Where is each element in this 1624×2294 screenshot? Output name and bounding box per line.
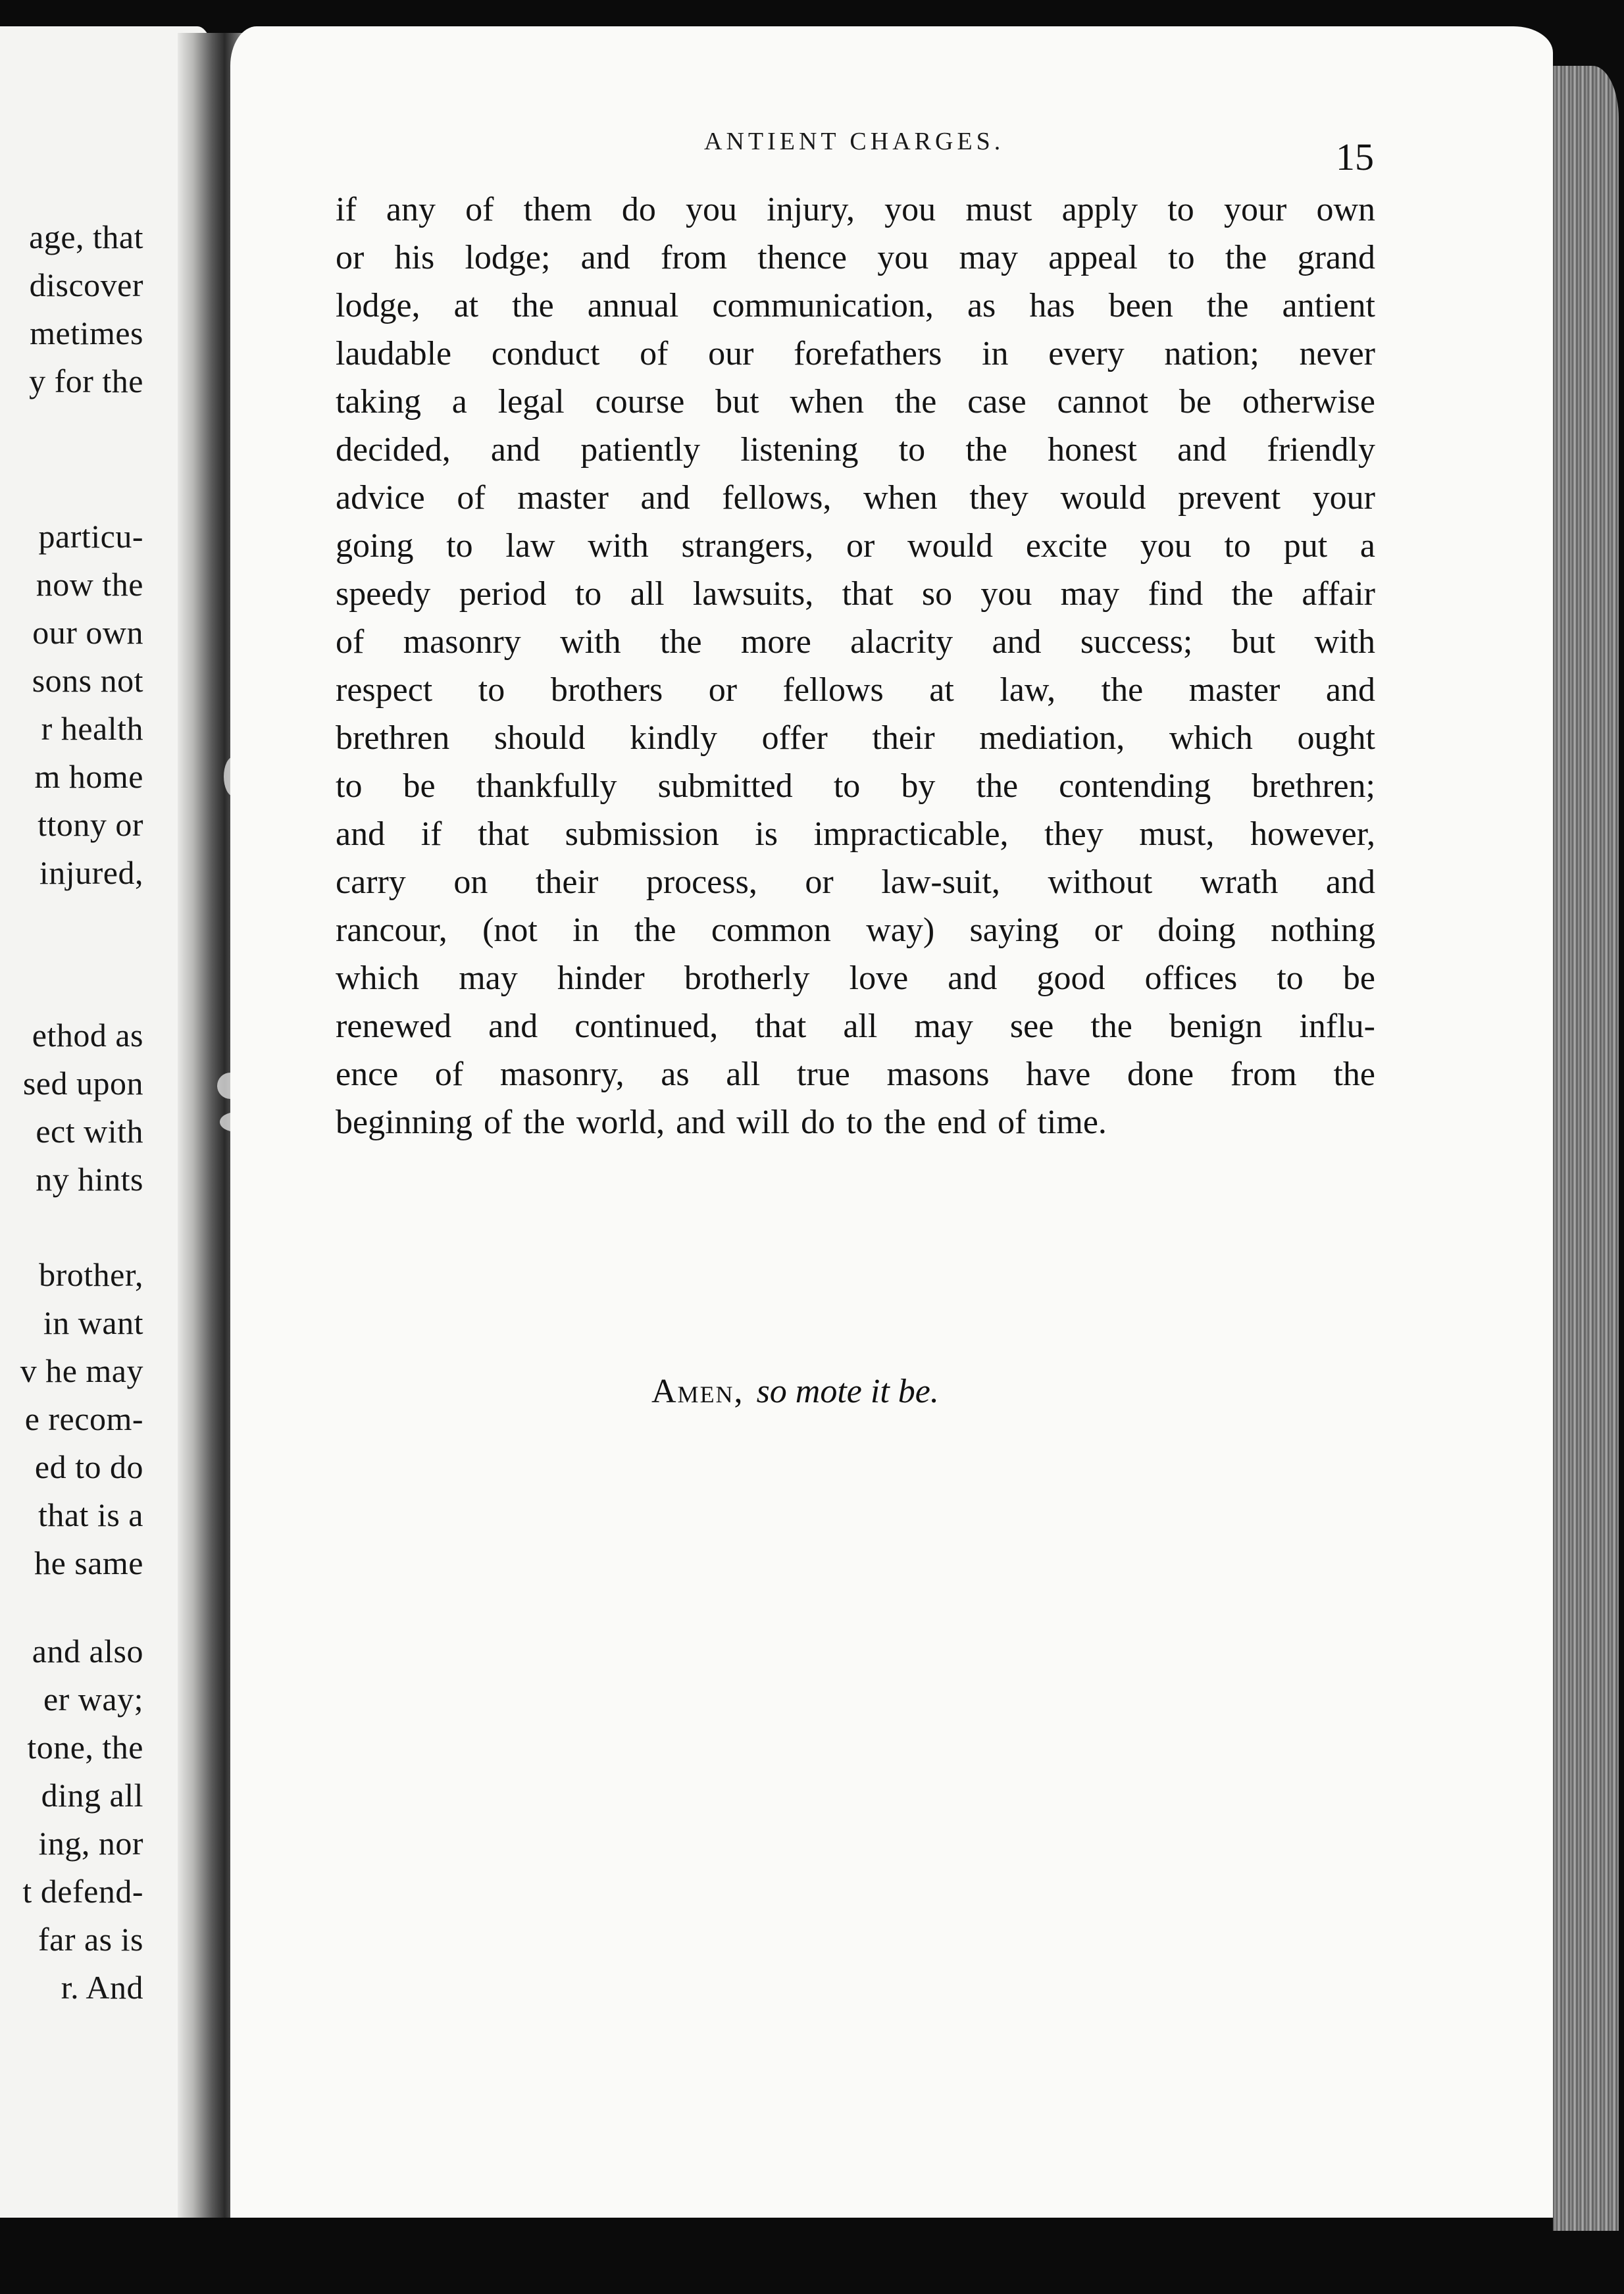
left-page-line: sons not (32, 662, 143, 699)
body-line: and if that submission is impracticable, they must, however, (336, 815, 1375, 853)
body-line: going to law with strangers, or would excite you to put a (336, 527, 1375, 565)
closing-phrase: so mote it be. (756, 1373, 939, 1410)
body-line: rancour, (not in the common way) saying or doing nothing (336, 911, 1375, 949)
left-page-line: in want (43, 1304, 143, 1341)
left-page-line: e recom- (24, 1400, 143, 1437)
left-page-line: discover (29, 267, 143, 303)
body-line: speedy period to all lawsuits, that so you may find the affair (336, 575, 1375, 613)
left-page-line: metimes (30, 315, 143, 351)
body-line: renewed and continued, that all may see the benign influ- (336, 1007, 1375, 1045)
closing-line (651, 1372, 939, 1411)
body-line: carry on their process, or law-suit, without wrath and (336, 863, 1375, 901)
body-line: or his lodge; and from thence you may appeal to the grand (336, 239, 1375, 276)
left-page-line: ing, nor (38, 1825, 143, 1862)
left-page-line: our own (32, 614, 143, 651)
left-page-line: tone, the (27, 1729, 143, 1766)
left-page-line: far as is (38, 1921, 143, 1958)
left-page-line: ect with (36, 1113, 143, 1150)
left-page-line: y for the (29, 363, 143, 399)
left-page-line: age, that (29, 218, 143, 255)
left-page-line: ny hints (36, 1161, 143, 1198)
left-page-line: er way; (43, 1681, 143, 1718)
left-page-line: brother, (39, 1256, 143, 1293)
body-line: advice of master and fellows, when they would prevent your (336, 479, 1375, 517)
body-line: of masonry with the more alacrity and success; but with (336, 623, 1375, 661)
left-page-line: ttony or (38, 806, 143, 843)
left-page-line: ding all (41, 1777, 143, 1814)
left-page-line: now the (36, 566, 143, 603)
page-number: 15 (1336, 136, 1374, 178)
body-line: which may hinder brotherly love and good offices to be (336, 959, 1375, 997)
left-page-line: t defend- (22, 1873, 143, 1910)
body-line: lodge, at the annual communication, as has been the antient (336, 287, 1375, 324)
left-page-line: m home (34, 758, 143, 795)
left-page-line: that is a (38, 1496, 143, 1533)
body-line: if any of them do you injury, you must apply to your own (336, 191, 1375, 228)
left-page-line: sed upon (22, 1065, 143, 1102)
page-edge (1553, 66, 1619, 2231)
body-line: decided, and patiently listening to the honest and friendly (336, 431, 1375, 469)
left-page-line: r. And (61, 1969, 143, 2006)
left-page-line: r health (41, 710, 143, 747)
left-page-line: and also (32, 1633, 143, 1670)
left-page-line: v he may (20, 1352, 143, 1389)
left-page-line: he same (34, 1544, 143, 1581)
body-line: brethren should kindly offer their mediation, which ought (336, 719, 1375, 757)
left-page-line: particu- (38, 518, 143, 555)
body-line: ence of masonry, as all true masons have done from the (336, 1056, 1375, 1093)
left-page-line: ed to do (34, 1448, 143, 1485)
body-line: to be thankfully submitted to by the contending brethren; (336, 767, 1375, 805)
left-page-line: injured, (39, 854, 143, 891)
body-line: laudable conduct of our forefathers in every nation; never (336, 335, 1375, 372)
body-line: beginning of the world, and will do to the end of time. (336, 1104, 1107, 1141)
closing-amen: Amen, (651, 1373, 744, 1410)
left-page-line: ethod as (32, 1017, 143, 1054)
body-line: respect to brothers or fellows at law, the master and (336, 671, 1375, 709)
body-line: taking a legal course but when the case cannot be otherwise (336, 383, 1375, 421)
running-head: ANTIENT CHARGES. (704, 128, 1005, 155)
